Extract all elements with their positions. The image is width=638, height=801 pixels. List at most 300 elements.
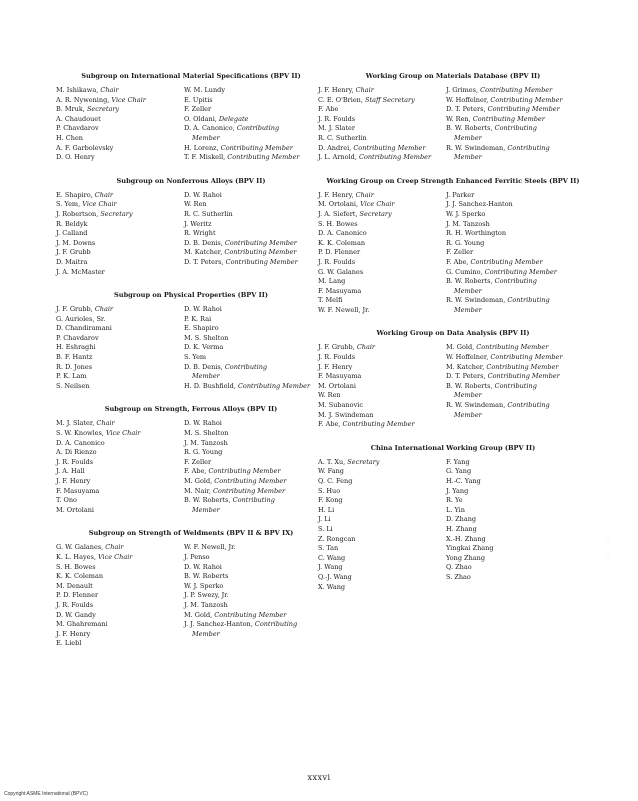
member-entry xyxy=(56,601,184,611)
member-column xyxy=(446,458,588,592)
member-role: Contributing Member xyxy=(486,362,559,371)
member-name: J. M. Tanzosh xyxy=(184,600,228,609)
member-name: J. F. Henry xyxy=(56,629,91,638)
member-name: D. W. Rahoi xyxy=(184,419,222,428)
member-entry xyxy=(56,572,184,582)
member-role: Vice Chair xyxy=(97,552,133,561)
member-entry xyxy=(56,439,184,449)
member-entry xyxy=(56,144,184,154)
member-name: G. W. Galanes xyxy=(318,267,364,276)
member-entry xyxy=(446,525,588,535)
member-name: E. Liebl xyxy=(56,639,82,648)
member-name: F. Abe xyxy=(318,105,339,114)
right-column xyxy=(318,72,588,606)
member-name: R. Beldyk xyxy=(56,219,88,228)
member-entry xyxy=(56,458,184,468)
member-list xyxy=(318,343,588,429)
member-entry xyxy=(318,382,446,392)
member-entry xyxy=(318,153,446,163)
member-role-continued xyxy=(446,287,588,297)
member-role: Chair xyxy=(355,86,374,94)
member-name: R. Ye xyxy=(446,496,463,505)
member-name: R. H. Worthington xyxy=(446,229,507,238)
member-name: X. Wang xyxy=(318,582,346,591)
member-name: S. Tan xyxy=(318,544,339,553)
member-entry xyxy=(446,372,588,382)
member-role: Chair xyxy=(356,343,376,352)
member-entry xyxy=(446,487,588,497)
group-heading: Working Group on Materials Database (BPV II) xyxy=(365,72,541,80)
member-role: Chair xyxy=(105,543,124,552)
member-role: Contributing xyxy=(494,277,537,286)
member-entry xyxy=(56,334,184,344)
member-entry xyxy=(184,200,326,210)
member-entry xyxy=(56,506,184,516)
member-name: D. A. Canonico, xyxy=(184,124,237,133)
member-name: B. W. Roberts, xyxy=(184,496,233,505)
member-entry xyxy=(184,572,326,582)
member-name: S. Zhao xyxy=(446,572,471,581)
member-entry xyxy=(318,544,446,554)
member-entry xyxy=(318,487,446,497)
member-name: S. Neilsen xyxy=(56,381,90,390)
member-name: F. Kong xyxy=(318,496,343,505)
member-name: T. Ono xyxy=(56,496,77,505)
member-name: B. Mruk, xyxy=(56,105,87,114)
member-role-continued xyxy=(184,372,326,382)
member-role: Contributing Member xyxy=(214,610,287,619)
member-column xyxy=(56,86,184,163)
committee-group xyxy=(318,329,588,429)
member-entry xyxy=(318,506,446,516)
member-name: Q. C. Feng xyxy=(318,477,353,485)
member-role: Contributing Member xyxy=(208,467,281,476)
member-name: B. W. Roberts, xyxy=(446,124,495,133)
committee-group xyxy=(56,529,326,649)
group-heading: Subgroup on Strength, Ferrous Alloys (BPV II) xyxy=(104,405,278,414)
member-entry xyxy=(56,239,184,249)
member-entry xyxy=(446,401,588,411)
member-name: R. W. Swindeman, xyxy=(446,296,508,305)
member-name: R. Wright xyxy=(184,229,216,238)
member-entry xyxy=(56,353,184,363)
member-role: Member xyxy=(454,410,482,419)
member-entry xyxy=(318,124,446,134)
member-entry xyxy=(56,620,184,630)
member-entry xyxy=(184,419,326,429)
member-role: Chair xyxy=(355,190,374,199)
member-entry xyxy=(318,220,446,230)
member-name: M. Katcher, xyxy=(184,248,225,257)
member-entry xyxy=(446,210,588,220)
member-role: Contributing Member xyxy=(472,114,545,123)
member-name: W. Ren, xyxy=(446,114,473,123)
member-role: Secretary xyxy=(100,209,133,218)
member-entry xyxy=(446,229,588,239)
member-entry xyxy=(56,563,184,573)
member-role: Member xyxy=(454,391,482,400)
member-entry xyxy=(318,353,446,363)
member-entry xyxy=(318,144,446,154)
member-entry xyxy=(56,591,184,601)
member-entry xyxy=(446,144,588,154)
member-entry xyxy=(56,496,184,506)
member-name: M. S. Shelton xyxy=(184,333,229,342)
edge-watermark: : : : : : : : : : : : : xyxy=(606,530,610,560)
member-name: Yingkai Zhang xyxy=(446,544,494,553)
member-list xyxy=(318,458,588,592)
member-role-continued xyxy=(184,630,326,640)
member-role: Contributing Member xyxy=(214,477,287,485)
member-role: Chair xyxy=(94,305,114,314)
member-name: A. Di Rienzo xyxy=(56,448,97,457)
member-name: R. C. Sutherlin xyxy=(184,209,233,218)
member-entry xyxy=(318,200,446,210)
member-name: D. A. Canonico xyxy=(56,438,105,447)
member-column xyxy=(184,86,326,163)
member-entry xyxy=(318,105,446,115)
member-name: S. W. Knowles, xyxy=(56,429,106,438)
member-name: M. Gold, xyxy=(184,477,215,485)
member-name: R. W. Swindeman, xyxy=(446,401,508,410)
member-name: H. D. Bushfield, xyxy=(184,381,238,390)
member-entry xyxy=(318,420,446,430)
member-entry xyxy=(446,277,588,287)
member-entry xyxy=(446,544,588,554)
member-role-continued xyxy=(184,506,326,516)
member-name: M. Ortolani xyxy=(318,381,356,390)
member-role: Vice Chair xyxy=(82,200,117,209)
member-name: F. Zeller xyxy=(184,105,212,114)
member-name: F. Abe, xyxy=(184,467,209,476)
member-entry xyxy=(446,115,588,125)
member-name: J. R. Foulds xyxy=(56,457,94,466)
member-role: Contributing Member xyxy=(487,372,560,381)
member-name: R. D. Jones xyxy=(56,362,93,371)
member-entry xyxy=(318,268,446,278)
member-entry xyxy=(184,429,326,439)
member-entry xyxy=(446,554,588,564)
member-name: M. Lang xyxy=(318,277,346,286)
member-name: W. J. Sperko xyxy=(446,209,486,218)
member-name: W. J. Sperko xyxy=(184,581,224,590)
member-entry xyxy=(56,487,184,497)
member-name: P. Chavdarov xyxy=(56,333,99,342)
member-entry xyxy=(446,200,588,210)
member-name: A. F. Garbolevsky xyxy=(56,143,114,152)
member-entry xyxy=(446,105,588,115)
member-role: Contributing Member xyxy=(490,95,563,104)
member-name: L. Yin xyxy=(446,505,465,514)
member-entry xyxy=(56,210,184,220)
member-role: Delegate xyxy=(218,114,249,123)
committee-group xyxy=(318,444,588,592)
member-name: Z. Rongcan xyxy=(318,534,356,543)
member-name: M. J. Slater xyxy=(318,124,355,133)
member-role: Member xyxy=(192,629,220,638)
member-name: E. Shapiro, xyxy=(56,190,95,199)
member-name: D. W. Gandy xyxy=(56,610,96,619)
member-name: H. Lorenz, xyxy=(184,143,221,152)
member-name: D. Chandiramani xyxy=(56,324,112,333)
member-role: Member xyxy=(192,133,220,142)
member-column xyxy=(56,543,184,649)
group-heading: Working Group on Data Analysis (BPV II) xyxy=(376,329,530,338)
member-name: J. Penso xyxy=(184,552,210,561)
member-role: Contributing xyxy=(254,620,298,629)
member-entry xyxy=(184,144,326,154)
member-name: Q.-J. Wang xyxy=(318,572,352,581)
member-name: S. H. Bowes xyxy=(56,562,96,571)
member-name: J. M. Downs xyxy=(56,238,96,247)
member-entry xyxy=(56,582,184,592)
member-name: D. B. Denis, xyxy=(184,238,225,247)
member-entry xyxy=(446,239,588,249)
member-name: M. Gold, xyxy=(184,610,215,619)
member-name: J. R. Foulds xyxy=(318,257,356,266)
member-entry xyxy=(56,200,184,210)
member-role: Contributing Member xyxy=(225,257,298,266)
member-name: Q. Zhao xyxy=(446,563,472,572)
member-entry xyxy=(318,554,446,564)
member-name: A. Chaudouet xyxy=(56,114,101,123)
member-entry xyxy=(56,96,184,106)
member-name: F. Masuyama xyxy=(56,486,100,495)
member-name: J. F. Henry xyxy=(318,362,353,371)
member-name: S. Huo xyxy=(318,486,341,495)
member-column xyxy=(446,86,588,163)
member-role: Contributing Member xyxy=(353,143,426,152)
member-entry xyxy=(318,134,446,144)
member-name: J. J. Sanchez-Hanton xyxy=(446,200,513,209)
member-entry xyxy=(446,124,588,134)
member-name: D. T. Peters, xyxy=(446,105,488,114)
member-name: C. E. O'Brien, xyxy=(318,95,365,104)
member-entry xyxy=(318,583,446,593)
member-role-continued xyxy=(446,134,588,144)
member-column xyxy=(56,419,184,515)
member-entry xyxy=(446,248,588,258)
committee-group xyxy=(56,291,326,391)
member-list xyxy=(56,419,326,515)
member-entry xyxy=(446,296,588,306)
member-name: W. F. Newell, Jr. xyxy=(318,305,370,314)
member-entry xyxy=(184,343,326,353)
member-entry xyxy=(446,86,588,96)
member-name: J. Grimes, xyxy=(446,86,481,94)
member-name: M. J. Slater, xyxy=(56,419,97,428)
member-list xyxy=(318,86,588,163)
member-role-continued xyxy=(446,306,588,316)
member-name: W. F. Newell, Jr. xyxy=(184,543,236,552)
member-name: R. G. Young xyxy=(446,238,485,247)
member-entry xyxy=(446,382,588,392)
member-entry xyxy=(318,372,446,382)
member-entry xyxy=(184,305,326,315)
member-role: Staff Secretary xyxy=(365,95,415,104)
member-name: R. G. Young xyxy=(184,448,223,457)
member-entry xyxy=(56,268,184,278)
member-role-continued xyxy=(446,391,588,401)
group-heading: Subgroup on Physical Properties (BPV II) xyxy=(114,291,268,300)
member-name: F. Yang xyxy=(446,457,470,466)
member-role-continued xyxy=(446,153,588,163)
member-name: J. Yang xyxy=(446,486,469,495)
member-entry xyxy=(446,220,588,230)
member-entry xyxy=(56,630,184,640)
member-name: W. M. Lundy xyxy=(184,86,225,94)
member-name: J. Weritz xyxy=(184,219,212,228)
member-entry xyxy=(318,96,446,106)
member-name: J. Robertson, xyxy=(56,209,101,218)
member-entry xyxy=(184,96,326,106)
member-column xyxy=(318,343,446,429)
member-name: M. Gold, xyxy=(446,343,477,352)
member-entry xyxy=(318,391,446,401)
member-role: Member xyxy=(454,153,482,162)
member-name: F. Abe, xyxy=(446,257,471,266)
member-entry xyxy=(318,515,446,525)
member-role: Contributing Member xyxy=(212,486,286,495)
member-name: W. Ren xyxy=(318,391,341,400)
member-column xyxy=(184,419,326,515)
member-name: K. K. Coleman xyxy=(318,238,366,247)
member-entry xyxy=(56,105,184,115)
member-name: B. W. Roberts, xyxy=(446,381,495,390)
member-entry xyxy=(318,306,446,316)
member-name: B. F. Hantz xyxy=(56,353,93,362)
member-name: S. Yem xyxy=(184,353,207,362)
member-entry xyxy=(318,191,446,201)
member-entry xyxy=(318,229,446,239)
member-entry xyxy=(318,287,446,297)
member-role: Contributing Member xyxy=(487,105,560,114)
member-name: W. Ren xyxy=(184,200,207,209)
group-heading: Working Group on Creep Strength Enhanced Ferritic Steels (BPV II) xyxy=(326,176,580,185)
member-name: M. Ortolani xyxy=(56,505,94,514)
member-role-continued xyxy=(446,411,588,421)
member-entry xyxy=(318,477,446,487)
member-entry xyxy=(446,506,588,516)
member-entry xyxy=(184,115,326,125)
member-name: O. Oldani, xyxy=(184,114,219,123)
member-entry xyxy=(184,582,326,592)
member-entry xyxy=(184,191,326,201)
member-entry xyxy=(184,324,326,334)
member-entry xyxy=(184,620,326,630)
member-role-continued xyxy=(184,134,326,144)
member-name: R. W. Swindeman, xyxy=(446,143,508,152)
member-entry xyxy=(56,372,184,382)
member-entry xyxy=(318,239,446,249)
member-entry xyxy=(56,134,184,144)
member-entry xyxy=(318,296,446,306)
member-entry xyxy=(56,324,184,334)
member-name: H. Chen xyxy=(56,133,83,142)
member-entry xyxy=(56,611,184,621)
member-role: Member xyxy=(454,133,482,142)
member-name: W. Hoffelner, xyxy=(446,353,491,362)
member-column xyxy=(56,191,184,277)
member-name: D. W. Rahoi xyxy=(184,190,222,199)
member-entry xyxy=(184,382,326,392)
member-role: Contributing xyxy=(236,124,280,133)
member-name: J. P. Swezy, Jr. xyxy=(184,591,229,600)
member-column xyxy=(318,191,446,316)
member-entry xyxy=(56,220,184,230)
member-name: J. F. Henry, xyxy=(318,86,356,94)
member-entry xyxy=(184,334,326,344)
committee-group xyxy=(318,177,588,316)
member-name: T. Melfi xyxy=(318,296,343,305)
member-name: M. Ortolani, xyxy=(318,200,361,209)
member-entry xyxy=(184,439,326,449)
member-entry xyxy=(184,601,326,611)
member-name: S. H. Bowes xyxy=(318,219,358,228)
member-name: P. D. Flenner xyxy=(318,248,361,257)
member-entry xyxy=(56,448,184,458)
member-name: A. R. Nywening, xyxy=(56,95,112,104)
member-name: X.-H. Zhang xyxy=(446,534,486,543)
member-role: Contributing Member xyxy=(237,381,311,390)
member-name: P. D. Flenner xyxy=(56,591,99,600)
member-name: H.-C. Yang xyxy=(446,477,481,485)
member-name: P. K. Lam xyxy=(56,372,87,381)
member-column xyxy=(318,86,446,163)
member-entry xyxy=(56,429,184,439)
member-role: Member xyxy=(192,372,220,381)
member-name: D. W. Rahoi xyxy=(184,305,222,314)
member-role: Contributing Member xyxy=(470,257,543,266)
member-name: M. Nair, xyxy=(184,486,213,495)
member-column xyxy=(56,305,184,391)
member-entry xyxy=(446,515,588,525)
member-name: J. F. Grubb, xyxy=(56,305,95,314)
member-name: H. Zhang xyxy=(446,524,477,533)
member-name: K. L. Hayes, xyxy=(56,552,98,561)
member-name: J. M. Tanzosh xyxy=(446,219,490,228)
member-entry xyxy=(184,153,326,163)
member-name: D. Zhang xyxy=(446,515,477,524)
member-name: J. F. Grubb xyxy=(56,248,91,257)
committee-group xyxy=(56,405,326,515)
member-entry xyxy=(56,115,184,125)
member-name: D. A. Canonico xyxy=(318,229,367,238)
member-entry xyxy=(56,363,184,373)
group-heading: Subgroup on Strength of Weldments (BPV II & BPV IX) xyxy=(88,529,294,538)
member-name: B. W. Roberts, xyxy=(446,277,495,286)
member-role: Contributing Member xyxy=(490,353,563,362)
member-name: F. Zeller xyxy=(446,248,474,257)
member-entry xyxy=(56,153,184,163)
member-role: Contributing xyxy=(224,362,268,371)
member-entry xyxy=(446,191,588,201)
member-entry xyxy=(446,268,588,278)
member-entry xyxy=(184,86,326,96)
member-name: G. Aurioles, Sr. xyxy=(56,314,106,323)
member-name: P. Chavdarov xyxy=(56,124,99,133)
member-name: J. R. Foulds xyxy=(318,114,356,123)
member-column xyxy=(446,343,588,429)
member-name: S. Li xyxy=(318,524,333,533)
member-entry xyxy=(184,591,326,601)
member-entry xyxy=(446,96,588,106)
member-entry xyxy=(56,553,184,563)
member-entry xyxy=(318,277,446,287)
member-entry xyxy=(184,363,326,373)
member-role: Contributing xyxy=(507,296,550,305)
member-role: Contributing Member xyxy=(224,238,297,247)
